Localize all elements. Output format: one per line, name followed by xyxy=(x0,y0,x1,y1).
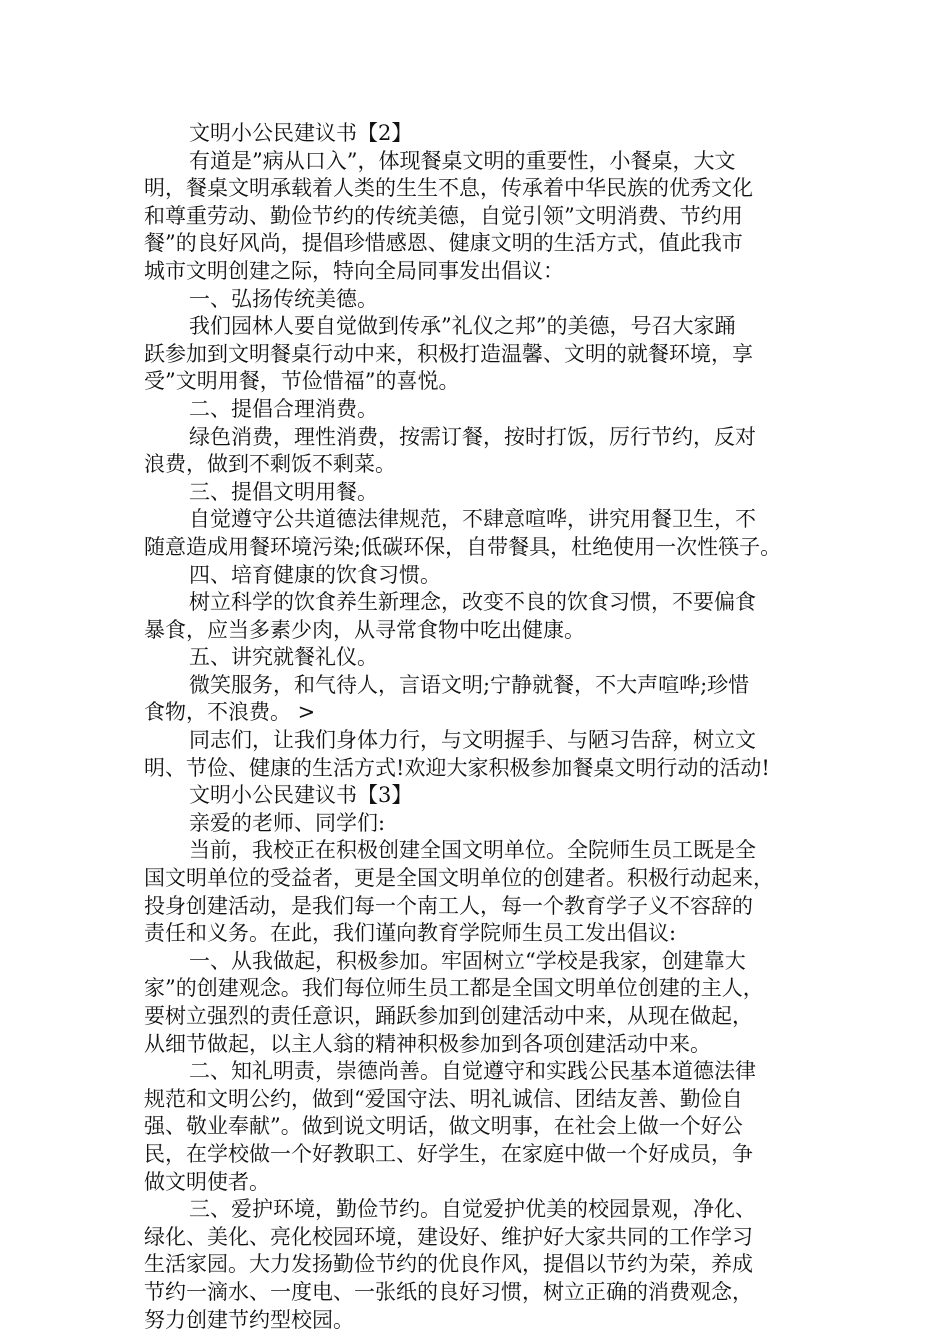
text-line: 绿色消费，理性消费，按需订餐，按时打饭，厉行节约，反对 xyxy=(189,424,756,449)
text-line: 文明小公民建议书【2】 xyxy=(189,121,413,145)
text-line: 三、爱护环境，勤俭节约。自觉爱护优美的校园景观，净化、 xyxy=(189,1197,756,1222)
text-line: 国文明单位的受益者，更是全国文明单位的创建者。积极行动起来， xyxy=(144,866,774,891)
text-line: 投身创建活动，是我们每一个南工人，每一个教育学子义不容辞的 xyxy=(144,893,753,918)
text-line: 做文明使者。 xyxy=(144,1169,270,1194)
text-line: 明，餐桌文明承载着人类的生生不息，传承着中华民族的优秀文化 xyxy=(144,176,753,201)
text-line: 责任和义务。在此，我们谨向教育学院师生员工发出倡议: xyxy=(144,921,677,946)
text-line: 树立科学的饮食养生新理念，改变不良的饮食习惯，不要偏食 xyxy=(189,590,756,615)
text-line: 随意造成用餐环境污染;低碳环保，自带餐具，杜绝使用一次性筷子。 xyxy=(144,534,782,559)
text-line: 二、知礼明责，崇德尚善。自觉遵守和实践公民基本道德法律 xyxy=(189,1059,756,1084)
text-line: 跃参加到文明餐桌行动中来，积极打造温馨、文明的就餐环境，享 xyxy=(144,341,753,366)
text-line: 一、从我做起，积极参加。牢固树立“学校是我家，创建靠大 xyxy=(189,948,746,973)
text-line: 食物，不浪费。 > xyxy=(144,700,316,725)
text-line: 我们园林人要自觉做到传承”礼仪之邦”的美德，号召大家踊 xyxy=(189,314,736,339)
text-line: 生活家园。大力发扬勤俭节约的优良作风，提倡以节约为荣，养成 xyxy=(144,1252,753,1277)
text-line: 城市文明创建之际，特向全局同事发出倡议： xyxy=(144,258,564,283)
text-line: 明、节俭、健康的生活方式!欢迎大家积极参加餐桌文明行动的活动! xyxy=(144,755,770,780)
text-line: 有道是”病从口入”，体现餐桌文明的重要性，小餐桌，大文 xyxy=(189,148,736,173)
text-line: 家”的创建观念。我们每位师生员工都是全国文明单位创建的主人， xyxy=(144,976,764,1001)
text-line: 浪费，做到不剩饭不剩菜。 xyxy=(144,452,396,477)
document-body xyxy=(144,120,824,1334)
text-line: 餐”的良好风尚，提倡珍惜感恩、健康文明的生活方式，值此我市 xyxy=(144,231,743,256)
text-line: 同志们，让我们身体力行，与文明握手、与陋习告辞，树立文 xyxy=(189,728,756,753)
text-line: 努力创建节约型校园。 xyxy=(144,1307,354,1332)
text-line: 二、提倡合理消费。 xyxy=(189,396,378,421)
text-line: 亲爱的老师、同学们: xyxy=(189,810,386,835)
text-line: 文明小公民建议书【3】 xyxy=(189,783,413,808)
text-line: 三、提倡文明用餐。 xyxy=(189,479,378,504)
text-line: 规范和文明公约，做到“爱国守法、明礼诚信、团结友善、勤俭自 xyxy=(144,1086,743,1111)
text-line: 微笑服务，和气待人，言语文明;宁静就餐，不大声喧哗;珍惜 xyxy=(189,672,750,697)
text-line: 要树立强烈的责任意识，踊跃参加到创建活动中来，从现在做起， xyxy=(144,1004,753,1028)
text-line: 四、培育健康的饮食习惯。 xyxy=(189,562,441,587)
text-line: 强、敬业奉献”。做到说文明话，做文明事，在社会上做一个好公 xyxy=(144,1114,743,1139)
text-line: 自觉遵守公共道德法律规范，不肆意喧哗，讲究用餐卫生，不 xyxy=(189,507,756,532)
text-line: 从细节做起，以主人翁的精神积极参加到各项创建活动中来。 xyxy=(144,1031,711,1056)
text-line: 一、弘扬传统美德。 xyxy=(189,286,378,311)
text-line: 和尊重劳动、勤俭节约的传统美德，自觉引领”文明消费、节约用 xyxy=(144,203,743,228)
text-line: 五、讲究就餐礼仪。 xyxy=(189,645,378,670)
text-line: 暴食，应当多素少肉，从寻常食物中吃出健康。 xyxy=(144,617,585,642)
text-line: 绿化、美化、亮化校园环境，建设好、维护好大家共同的工作学习 xyxy=(144,1224,753,1249)
text-line: 民，在学校做一个好教职工、好学生，在家庭中做一个好成员，争 xyxy=(144,1141,753,1166)
text-line: 节约一滴水、一度电、一张纸的良好习惯，树立正确的消费观念， xyxy=(144,1279,753,1304)
text-line: 受”文明用餐，节俭惜福”的喜悦。 xyxy=(144,369,460,394)
text-line: 当前，我校正在积极创建全国文明单位。全院师生员工既是全 xyxy=(189,838,756,863)
